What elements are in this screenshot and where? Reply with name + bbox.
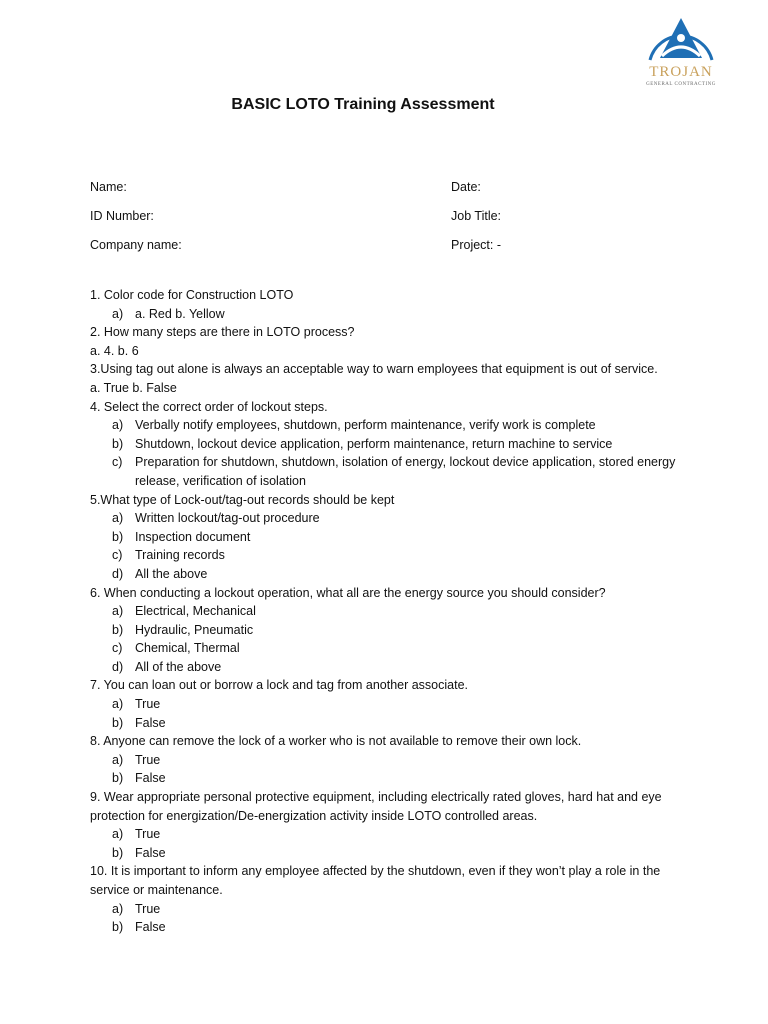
question-3: 3.Using tag out alone is always an acceptable way to warn employees that equipment is out of service. <box>90 362 658 377</box>
option-letter: b) <box>112 771 124 786</box>
answer-option[interactable] <box>90 714 690 733</box>
option-text: Hydraulic, Pneumatic <box>135 622 254 637</box>
name-field-label[interactable]: Name: <box>90 180 127 194</box>
answer-option[interactable] <box>90 658 690 677</box>
logo-subtitle: GENERAL CONTRACTING <box>646 82 716 87</box>
option-text: All of the above <box>135 659 222 674</box>
answer-option[interactable] <box>90 769 690 788</box>
answer-option[interactable] <box>90 844 690 863</box>
option-text: False <box>135 715 166 730</box>
option-text: Verbally notify employees, shutdown, perform maintenance, verify work is complete <box>135 418 596 433</box>
question-9: 9. Wear appropriate personal protective equipment, including electrically rated gloves, hard hat and eye protection for energization/De-energization activity inside LOTO controlled areas. <box>90 790 662 823</box>
id-number-field-label[interactable]: ID Number: <box>90 209 154 223</box>
option-text: False <box>135 771 166 786</box>
project-field-label[interactable]: Project: - <box>451 238 502 252</box>
question-1: 1. Color code for Construction LOTO <box>90 288 294 302</box>
option-text: Electrical, Mechanical <box>135 604 256 619</box>
field-row <box>90 180 690 209</box>
answer-option[interactable] <box>90 435 690 454</box>
question-5: 5.What type of Lock-out/tag-out records should be kept <box>90 492 395 507</box>
option-letter: b) <box>112 622 124 637</box>
option-text: a. Red b. Yellow <box>135 306 225 321</box>
option-text: Preparation for shutdown, shutdown, isolation of energy, lockout device application, stored energy release, verification of isolation <box>135 455 676 488</box>
answer-option[interactable] <box>90 602 690 621</box>
option-letter: b) <box>112 436 124 451</box>
job-title-field-label[interactable]: Job Title: <box>451 209 502 223</box>
answer-option[interactable] <box>90 918 690 937</box>
option-text: True <box>135 752 161 767</box>
option-letter: a) <box>112 306 124 321</box>
option-letter: a) <box>112 752 124 767</box>
option-letter: a) <box>112 604 124 619</box>
logo-wordmark: TROJAN <box>649 64 713 80</box>
answer-option[interactable] <box>90 305 690 324</box>
option-letter: a) <box>112 511 124 526</box>
question-6: 6. When conducting a lockout operation, what all are the energy source you should consider? <box>90 585 606 600</box>
trojan-emblem-icon <box>644 10 718 66</box>
answer-option[interactable] <box>90 453 690 490</box>
answer-option[interactable] <box>90 546 690 565</box>
answer-choices[interactable]: a. True b. False <box>90 380 177 395</box>
option-letter: c) <box>112 455 123 470</box>
option-letter: a) <box>112 418 124 433</box>
question-7: 7. You can loan out or borrow a lock and tag from another associate. <box>90 678 469 693</box>
option-text: Inspection document <box>135 529 251 544</box>
option-letter: a) <box>112 697 124 712</box>
answer-option[interactable] <box>90 509 690 528</box>
option-text: Shutdown, lockout device application, perform maintenance, return machine to service <box>135 436 613 451</box>
option-letter: b) <box>112 920 124 935</box>
company-name-field-label[interactable]: Company name: <box>90 238 182 252</box>
option-letter: a) <box>112 901 124 916</box>
option-letter: b) <box>112 529 124 544</box>
option-text: Chemical, Thermal <box>135 641 240 656</box>
option-text: All the above <box>135 566 208 581</box>
option-text: False <box>135 920 166 935</box>
answer-option[interactable] <box>90 825 690 844</box>
answer-option[interactable] <box>90 695 690 714</box>
question-8: 8. Anyone can remove the lock of a worker who is not available to remove their own lock. <box>90 734 582 749</box>
option-text: Written lockout/tag-out procedure <box>135 511 320 526</box>
answer-option[interactable] <box>90 528 690 547</box>
answer-option[interactable] <box>90 565 690 584</box>
answer-option[interactable] <box>90 639 690 658</box>
option-text: Training records <box>135 548 225 563</box>
question-10: 10. It is important to inform any employee affected by the shutdown, even if they won’t play a role in the service or maintenance. <box>90 864 661 897</box>
answer-choices[interactable]: a. 4. b. 6 <box>90 343 139 358</box>
option-letter: c) <box>112 548 123 563</box>
option-letter: d) <box>112 566 124 581</box>
field-row <box>90 209 690 238</box>
option-letter: d) <box>112 659 124 674</box>
option-text: True <box>135 827 161 842</box>
answer-option[interactable] <box>90 416 690 435</box>
field-row <box>90 238 690 267</box>
answer-option[interactable] <box>90 621 690 640</box>
answer-option[interactable] <box>90 751 690 770</box>
option-letter: b) <box>112 845 124 860</box>
date-field-label[interactable]: Date: <box>451 180 481 194</box>
question-2: 2. How many steps are there in LOTO process? <box>90 325 355 340</box>
option-letter: b) <box>112 715 124 730</box>
option-text: True <box>135 901 161 916</box>
option-letter: c) <box>112 641 123 656</box>
question-list <box>90 286 690 937</box>
option-letter: a) <box>112 827 124 842</box>
answer-option[interactable] <box>90 900 690 919</box>
info-fields <box>90 180 690 267</box>
page-title: BASIC LOTO Training Assessment <box>231 96 495 113</box>
company-logo <box>636 10 726 90</box>
option-text: True <box>135 697 161 712</box>
option-text: False <box>135 845 166 860</box>
question-4: 4. Select the correct order of lockout steps. <box>90 399 328 414</box>
